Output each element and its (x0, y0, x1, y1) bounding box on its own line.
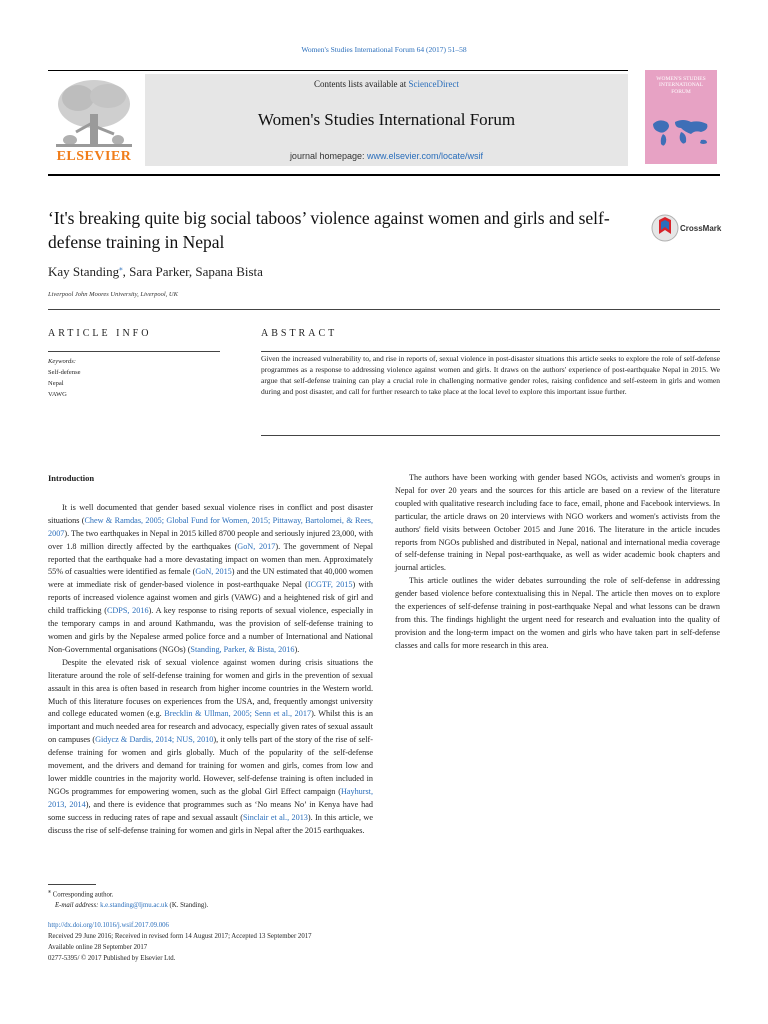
abstract-bottom-rule (261, 435, 720, 436)
text-run: ). The two earthquakes in Nepal in 2015 killed 8700 people and seriously injured 23,000, with over 1.8 million directly affected by the earthquakes ( (48, 528, 374, 551)
text-run: ). (294, 644, 300, 654)
article-info-heading: ARTICLE INFO (48, 328, 152, 339)
article-info-rule (48, 351, 220, 352)
keywords-label: Keywords: (48, 358, 76, 365)
text-run: ). In this article, we discuss the rise of self-defense training for women and girls in Nepal after the 2015 earthquakes. (48, 812, 373, 835)
footnotes (48, 887, 208, 911)
article-history (48, 920, 312, 964)
journal-citation[interactable]: Women's Studies International Forum 64 (2017) 51–58 (301, 45, 467, 54)
citation-link[interactable]: Gidycz & Dardis, 2014; NUS, 2010 (95, 735, 214, 745)
corresponding-author-mark[interactable]: ⁎ (119, 264, 123, 273)
received-dates: Received 29 June 2016; Received in revised form 14 August 2017; Accepted 13 September 2017 (48, 933, 312, 940)
copyright: 0277-5395/ © 2017 Published by Elsevier Ltd. (48, 955, 176, 962)
article-title: ‘It's breaking quite big social taboos’ violence against women and girls and self-defense training in Nepal (48, 208, 610, 252)
body-column-left (48, 472, 373, 837)
header-bottom-rule (48, 174, 720, 176)
text-run: ). Whilst this is an important and much needed area for research and advocacy, especially given rates of sexual assault on campuses ( (48, 709, 373, 745)
text-run: ). The government of Nepal reported that the earthquake had a more devastating impact on women than men. Approximately 55% of casualties were identified as female ( (48, 541, 373, 577)
section-heading-introduction: Introduction (48, 473, 95, 483)
author-kay-standing[interactable]: Kay Standing (48, 264, 120, 279)
elsevier-wordmark: ELSEVIER (56, 149, 132, 164)
cover-world-map (649, 114, 713, 150)
author-list (48, 264, 263, 280)
citation-link[interactable]: ICGTF, 2015 (307, 580, 353, 590)
paragraph-3: The authors have been working with gender based NGOs, activists and women's groups in Nepal for over 20 years and the sources for this article are based on a review of the literature coupled with qualitative research including face to face, email, phone and Facebook interviews. In particular, the article draws on 20 interviews with NGO workers and women's activists from the authors' field visits between October 2015 and June 2016. The literature in the article incudes reports from NGOs published and distributed in Nepal, national and international media coverage of self-defense training in Nepal post-earthquake, as well as wider academic book chapters and journal articles. (395, 473, 720, 573)
text-run: ). A key response to rising reports of sexual violence, especially in the temporary camps in and around Kathmandu, was the provision of self-defense training to women and girls by the Nepalese armed police force and a number of International and National Non-Governmental organisations (NGOs) ( (48, 606, 374, 654)
journal-header-box (145, 74, 628, 166)
contents-prefix: Contents lists available at (314, 79, 409, 89)
email-note (48, 900, 208, 911)
text-run: ), it only tells part of the story of the rise of self-defense training for women and girls globally. Much of the popularity of the self-defense movement, and the drivers and demand for training for women and girls, comes from low and lower middle countries in the majority world. However, self-defense training is often included in NGOs programmes for empowering women, such as the global Girl Effect campaign ( (48, 735, 373, 796)
citation-link[interactable]: Sinclair et al., 2013 (242, 812, 308, 822)
crossmark-label[interactable]: CrossMark (680, 224, 722, 233)
author-affiliation: Liverpool John Moores University, Liverpool, UK (48, 291, 178, 298)
doi-link[interactable]: http://dx.doi.org/10.1016/j.wsif.2017.09.006 (48, 922, 169, 929)
abstract-heading: ABSTRACT (261, 328, 338, 339)
footnote-mark: ⁎ (48, 889, 51, 895)
available-online: Available online 28 September 2017 (48, 944, 148, 951)
citation-link[interactable]: Hayhurst, 2013, 2014 (48, 786, 373, 809)
paragraph-4: This article outlines the wider debates surrounding the role of self-defense in addressing gender based violence before contextualising this in Nepal. The article then moves on to explore the experiences of self-defense training in post-earthquake Nepal and what lessons can be drawn from this. The findings highlight the urgent need for research and evaluation into the quality of provision and the long-term impact on the women and girls who have taken part in self-defense classes and calls for more research in this area. (395, 576, 720, 650)
other-authors: , Sara Parker, Sapana Bista (122, 264, 263, 279)
keyword-item: VAWG (48, 391, 67, 398)
text-run: ) with reports of increased violence against women and girls (VAWG) and a heightened risk of girl and child trafficking ( (48, 580, 374, 616)
citation-link[interactable]: GoN, 2015 (195, 567, 232, 577)
homepage-prefix: journal homepage: (289, 151, 367, 161)
corresponding-author-note (48, 887, 208, 900)
contents-available-line (145, 79, 628, 89)
body-column-right (395, 472, 720, 653)
abstract-text: Given the increased vulnerability to, and rise in reports of, sexual violence in post-disaster situations this article seeks to explore the role of self-defense programmes as a response to addressing violence against women and girls. It draws on the authors' experience of post-earthquake Nepal in 2015. We argue that self-defense training can play a crucial role in challenging normative gender roles, raising confidence and self-esteem in girls and women during and post disaster, and call for further research to take place at the local level to explore this important issue further. (261, 354, 720, 396)
paragraph-1 (48, 502, 373, 657)
sciencedirect-link[interactable]: ScienceDirect (408, 79, 459, 89)
footnote-rule (48, 884, 96, 885)
header-top-rule (48, 70, 628, 71)
citation-link[interactable]: Chew & Ramdas, 2005; Global Fund for Women, 2015; Pittaway, Bartolomei, & Rees, 2007 (48, 515, 373, 538)
keywords-block (48, 356, 220, 400)
citation-link[interactable]: Standing, Parker, & Bista, 2016 (190, 644, 295, 654)
keyword-item: Self-defense (48, 369, 81, 376)
email-link[interactable]: k.e.standing@ljmu.ac.uk (100, 902, 168, 910)
text-run: Despite the elevated risk of sexual violence against women during crisis situations the literature around the role of self-defense training for women and girls in the prevention of sexual assault in this area is often based in research from higher income countries in the Western world. Much of this literature focuses on experiences from the USA, and, frequently amongst university and college educated women (e.g. (48, 657, 373, 719)
citation-link[interactable]: Brecklin & Ullman, 2005; Senn et al., 2017 (164, 709, 312, 719)
journal-homepage-line (145, 151, 628, 161)
email-suffix: (K. Standing). (167, 902, 209, 910)
text-run: ) and the UN estimated that 40,000 women were at immediate risk of gender-based violence in post-earthquake Nepal ( (48, 567, 374, 590)
citation-link[interactable]: CDPS, 2016 (106, 606, 149, 616)
text-run: It is well documented that gender based sexual violence rises in conflict and post disaster situations ( (48, 502, 373, 525)
journal-cover-image[interactable] (645, 70, 717, 164)
keyword-item: Nepal (48, 380, 64, 387)
text-run: ), and there is evidence that programmes such as ‘No means No’ in Kenya have had some success in reducing rates of rape and sexual assault ( (48, 799, 373, 822)
abstract-rule (261, 351, 720, 352)
journal-title: Women's Studies International Forum (257, 110, 516, 129)
homepage-link[interactable]: www.elsevier.com/locate/wsif (367, 151, 484, 161)
email-label: E-mail address: (55, 902, 99, 910)
affiliation-rule (48, 309, 720, 310)
paragraph-2 (48, 657, 373, 838)
corresponding-text: Corresponding author. (51, 891, 114, 899)
citation-link[interactable]: GoN, 2017 (237, 541, 276, 551)
cover-title: WOMEN'S STUDIES INTERNATIONAL FORUM (656, 76, 706, 95)
